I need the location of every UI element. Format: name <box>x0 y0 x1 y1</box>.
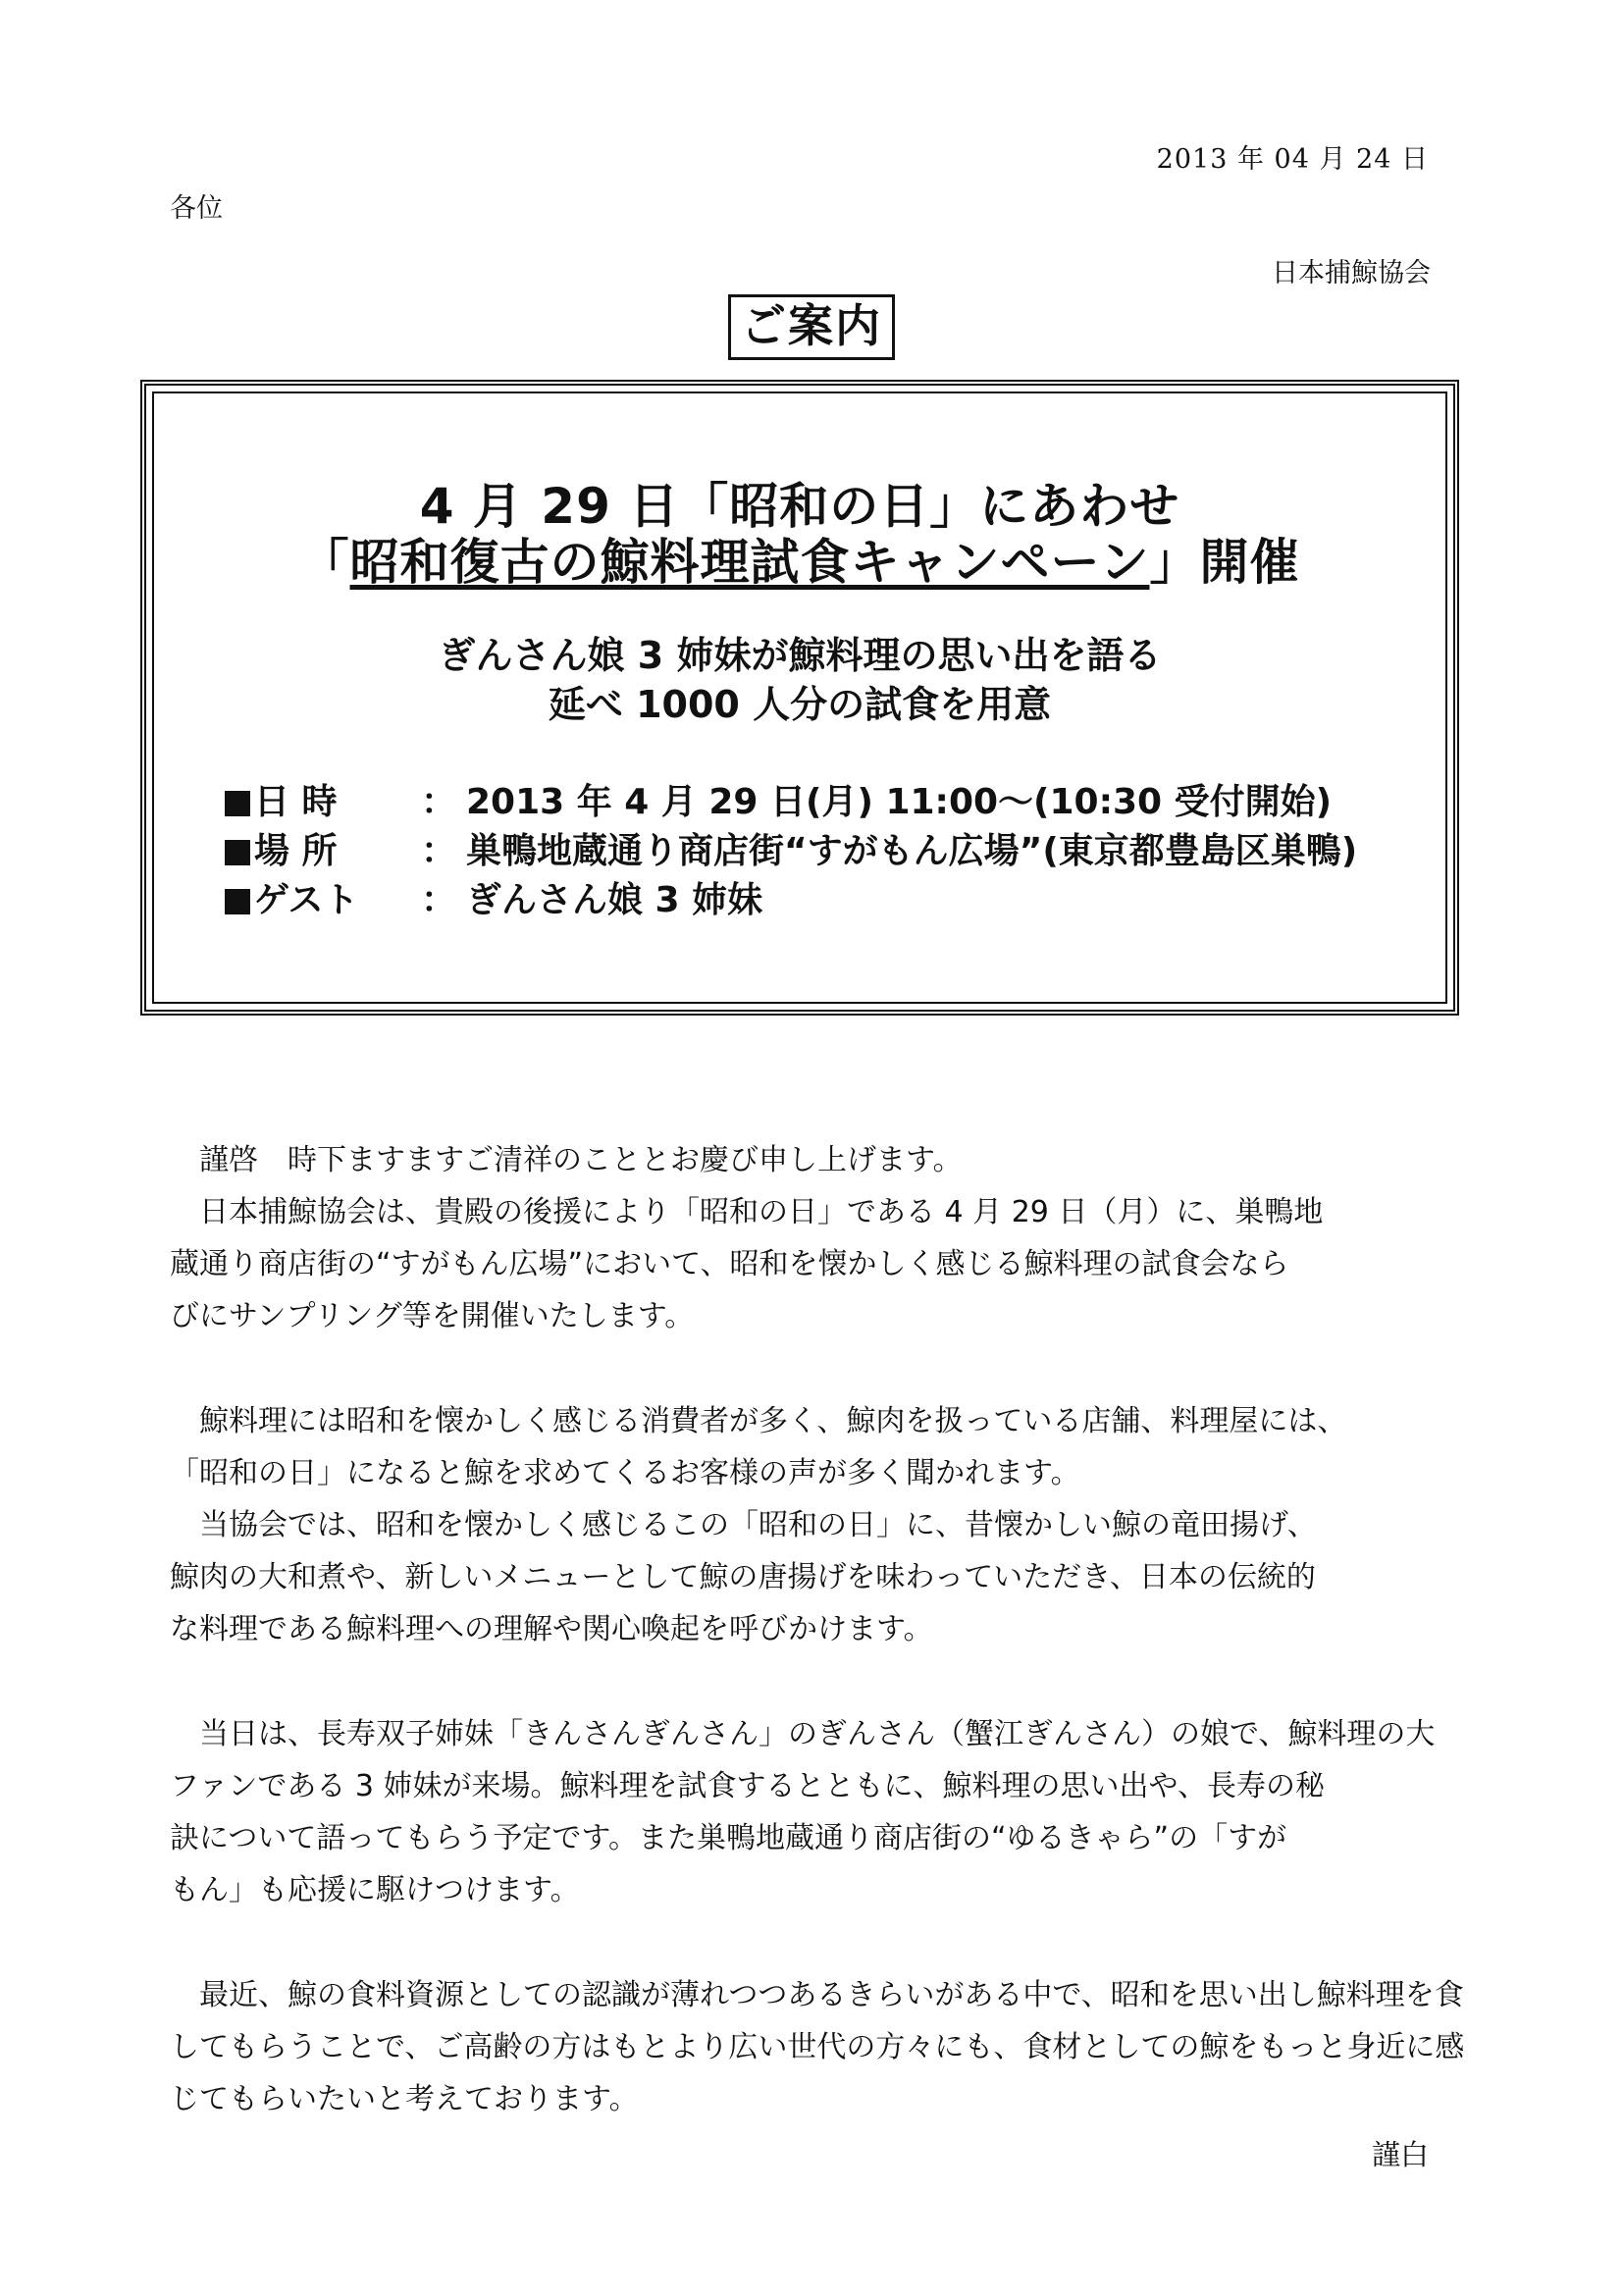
text-line: ファンである 3 姉妹が来場。鯨料理を試食するとともに、鯨料理の思い出や、長寿の秘 <box>170 1769 1325 1803</box>
detail-label: 場 所 <box>254 831 338 871</box>
text-line: してもらうことで、ご高齢の方はもとより広い世代の方々にも、食材としての鯨をもっと身近に感 <box>170 2030 1465 2064</box>
text-line: 日本捕鯨協会は、貴殿の後援により「昭和の日」である 4 月 29 日（月）に、巣鴨地 <box>170 1195 1324 1229</box>
detail-label: 日 時 <box>254 782 338 822</box>
text-line: 鯨料理には昭和を懐かしく感じる消費者が多く、鯨肉を扱っている店舗、料理屋には、 <box>170 1404 1347 1438</box>
text-line: 当日は、長寿双子姉妹「きんさんぎんさん」のぎんさん（蟹江ぎんさん）の娘で、鯨料理の大 <box>170 1717 1436 1751</box>
text-line: 鯨肉の大和煮や、新しいメニューとして鯨の唐揚げを味わっていただき、日本の伝統的 <box>170 1560 1316 1594</box>
headline-open-bracket: 「 <box>299 534 350 591</box>
subhead-line-2: 延べ 1000 人分の試食を用意 <box>548 683 1052 726</box>
subhead-line-1: ぎんさん娘 3 姉妹が鯨料理の思い出を語る <box>438 634 1162 677</box>
detail-venue <box>225 827 1357 876</box>
detail-separator: ： <box>421 782 457 822</box>
event-details <box>225 778 1357 925</box>
paragraph-menu <box>170 1499 1445 1655</box>
text-line: 訣について語ってもらう予定です。また巣鴨地蔵通り商店街の“ゆるきゃら”の「すが <box>170 1821 1287 1855</box>
detail-datetime <box>225 778 1357 827</box>
notice-title: ご案内 <box>728 294 895 360</box>
detail-separator: ： <box>421 880 457 920</box>
text-line: じてもらいたいと考えております。 <box>170 2082 639 2116</box>
event-summary-box <box>140 380 1459 1016</box>
paragraph-guests <box>170 1708 1445 1916</box>
paragraph-greeting <box>170 1134 1445 1186</box>
detail-label: ゲスト <box>254 880 359 920</box>
sender-organization: 日本捕鯨協会 <box>1272 258 1431 288</box>
detail-separator: ： <box>421 831 457 871</box>
detail-value: ぎんさん娘 3 姉妹 <box>466 880 763 920</box>
text-line: 「昭和の日」になると鯨を求めてくるお客様の声が多く聞かれます。 <box>170 1456 1080 1490</box>
detail-value: 2013 年 4 月 29 日(月) 11:00〜(10:30 受付開始) <box>466 782 1333 822</box>
paragraph-purpose <box>170 1969 1465 2125</box>
text-line: な料理である鯨料理への理解や関心喚起を呼びかけます。 <box>170 1612 933 1646</box>
text-line: 最近、鯨の食料資源としての認識が薄れつつあるきらいがある中で、昭和を思い出し鯨料理を食 <box>170 1978 1464 2012</box>
recipients: 各位 <box>170 193 223 224</box>
document-date: 2013 年 04 月 24 日 <box>1156 144 1429 175</box>
square-bullet-icon <box>225 889 250 914</box>
text-line: 謹啓 時下ますますご清祥のこととお慶び申し上げます。 <box>170 1143 963 1177</box>
headline-close: 」開催 <box>1149 534 1300 591</box>
detail-guest <box>225 876 1357 925</box>
closing-salutation: 謹白 <box>1371 2138 1429 2171</box>
square-bullet-icon <box>225 840 250 865</box>
square-bullet-icon <box>225 791 250 816</box>
detail-value: 巣鴨地蔵通り商店街“すがもん広場”(東京都豊島区巣鴨) <box>466 831 1358 871</box>
text-line: 蔵通り商店街の“すがもん広場”において、昭和を懐かしく感じる鯨料理の試食会なら <box>170 1247 1289 1281</box>
text-line: もん」も応援に駆けつけます。 <box>170 1873 580 1907</box>
paragraph-background <box>170 1395 1445 1499</box>
headline-line-2 <box>146 535 1453 592</box>
campaign-name: 昭和復古の鯨料理試食キャンペーン <box>349 534 1150 591</box>
paragraph-announcement <box>170 1186 1445 1342</box>
text-line: 当協会では、昭和を懐かしく感じるこの「昭和の日」に、昔懐かしい鯨の竜田揚げ、 <box>170 1508 1317 1542</box>
text-line: びにサンプリング等を開催いたします。 <box>170 1299 695 1333</box>
headline-line-1: 4 月 29 日「昭和の日」にあわせ <box>419 478 1180 535</box>
letter-body <box>170 1134 1465 2125</box>
